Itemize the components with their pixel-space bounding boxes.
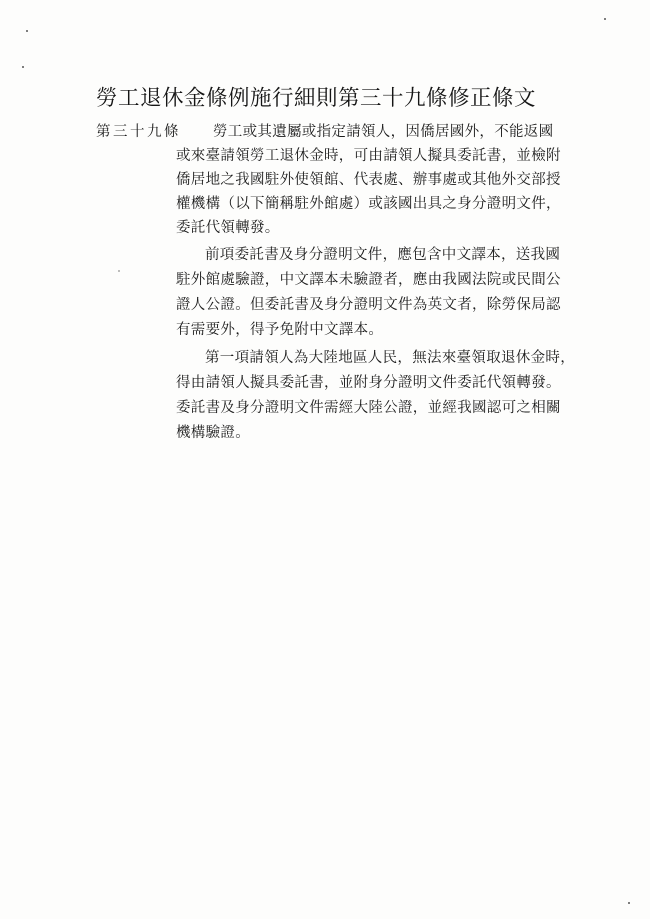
- paragraph-2-line-3: 證人公證。但委託書及身分證明文件為英文者，除勞保局認: [176, 297, 561, 313]
- scan-speck: [118, 270, 120, 272]
- paragraph-3-line-1: 第一項請領人為大陸地區人民，無法來臺領取退休金時，: [205, 350, 575, 366]
- paragraph-3-line-3: 委託書及身分證明文件需經大陸公證，並經我國認可之相關: [176, 400, 561, 416]
- paragraph-2-line-4: 有需要外，得予免附中文譯本。: [176, 322, 384, 338]
- scan-speck: [628, 902, 630, 904]
- paragraph-1-line-5: 委託代領轉發。: [176, 220, 280, 236]
- paragraph-1-line-2: 或來臺請領勞工退休金時，可由請領人擬具委託書，並檢附: [176, 148, 561, 164]
- paragraph-3-line-2: 得由請領人擬具委託書，並附身分證明文件委託代領轉發。: [176, 375, 561, 391]
- paragraph-1-line-3: 僑居地之我國駐外使領館、代表處、辦事處或其他外交部授: [176, 172, 561, 188]
- article-label: 第三十九條: [96, 124, 181, 140]
- paragraph-2-line-2: 駐外館處驗證，中文譯本未驗證者，應由我國法院或民間公: [176, 272, 561, 288]
- paragraph-2-line-1: 前項委託書及身分證明文件，應包含中文譯本，送我國: [205, 247, 561, 263]
- scan-speck: [26, 30, 28, 32]
- paragraph-3-line-4: 機構驗證。: [176, 425, 250, 441]
- paragraph-1-line-1: 勞工或其遺屬或指定請領人，因僑居國外，不能返國: [213, 124, 554, 140]
- document-title: 勞工退休金條例施行細則第三十九條修正條文: [96, 86, 537, 111]
- paragraph-1-line-4: 權機構（以下簡稱駐外館處）或該國出具之身分證明文件，: [176, 196, 561, 212]
- scan-speck: [604, 18, 606, 20]
- scan-speck: [22, 66, 24, 68]
